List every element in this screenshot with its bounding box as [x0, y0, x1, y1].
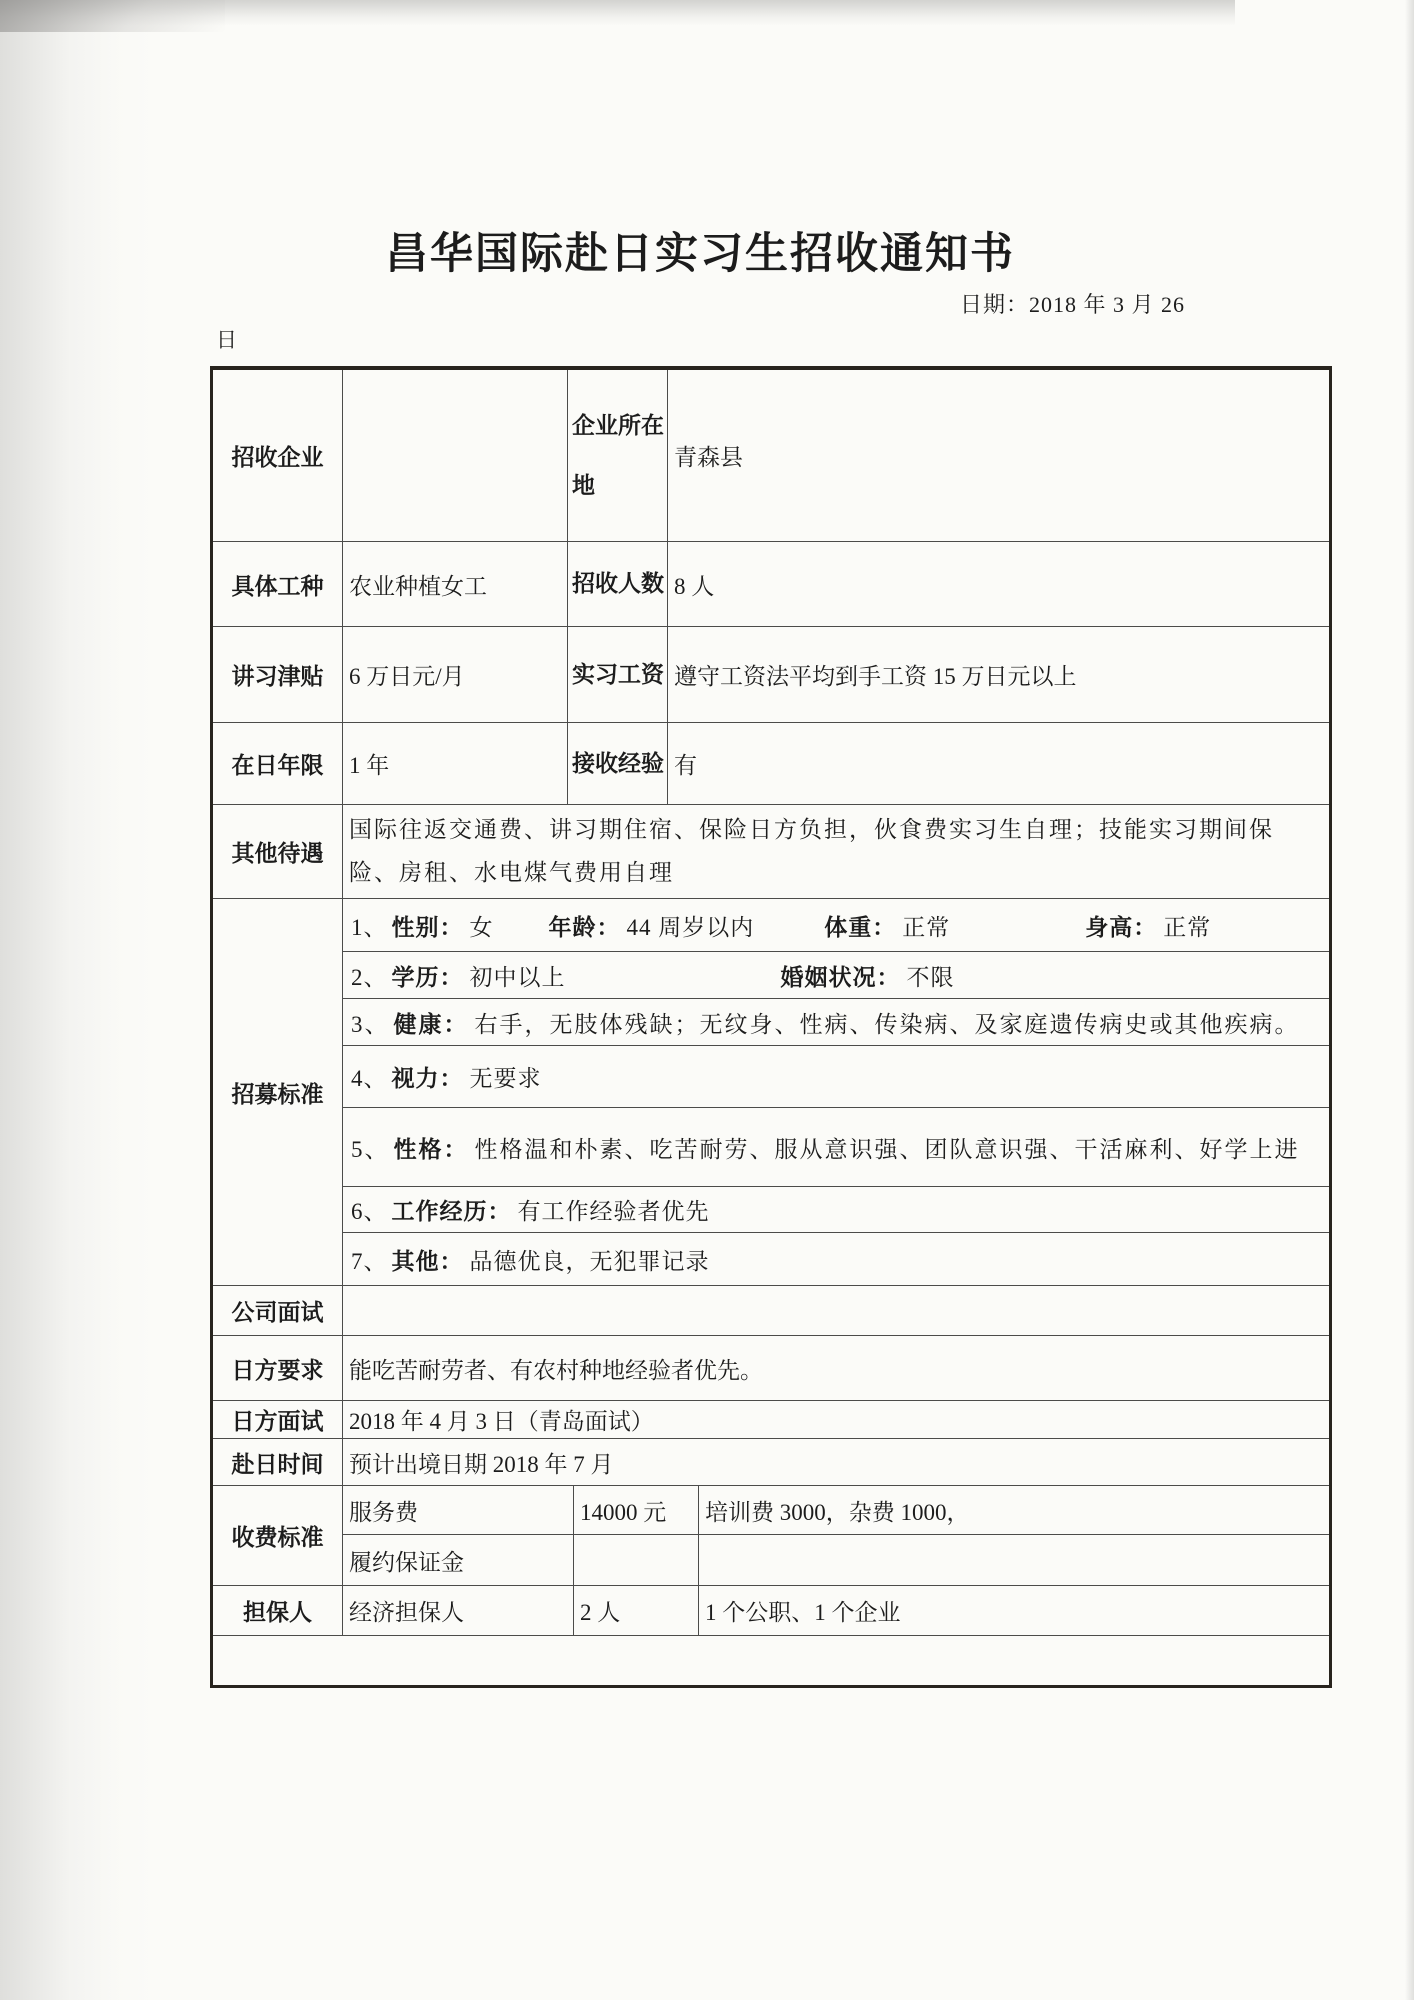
- criteria-number: 4、: [351, 1066, 388, 1091]
- page-title: 昌华国际赴日实习生招收通知书: [385, 231, 1015, 278]
- cell-guarantor-count: 2 人: [574, 1586, 699, 1635]
- cell-wage-value: 遵守工资法平均到手工资 15 万日元以上: [674, 664, 1077, 689]
- cell-guarantor-note: 1 个公职、1 个企业: [705, 1600, 901, 1625]
- criteria-item-personality: [343, 1108, 1329, 1187]
- table-row-empty: [213, 1636, 1329, 1685]
- criteria-key: 健康：: [393, 1011, 469, 1037]
- criteria-value: 正常: [1163, 914, 1212, 940]
- table-row-job: [213, 542, 1329, 627]
- criteria-value: 初中以上: [469, 964, 566, 990]
- criteria-item-education: [343, 952, 1329, 999]
- table-row-enterprise: [213, 370, 1329, 542]
- criteria-value: 女: [469, 914, 494, 940]
- criteria-key: 学历：: [391, 964, 464, 990]
- cell-experience-label: 接收经验: [568, 723, 668, 804]
- cell-departure-value: 预计出境日期 2018 年 7 月: [349, 1451, 614, 1477]
- criteria-number: 6、: [351, 1199, 388, 1224]
- cell-enterprise-location-label: 企业所在地: [568, 370, 668, 541]
- cell-guarantor-name: 经济担保人: [343, 1586, 574, 1635]
- criteria-key: 婚姻状况：: [780, 964, 901, 990]
- cell-fee-amount: 14000 元: [574, 1486, 699, 1534]
- cell-stay-value: 1 年: [343, 723, 568, 804]
- table-row-jp-requirement: [213, 1336, 1329, 1401]
- date-line-wrapped-char: 日: [216, 328, 237, 352]
- cell-fee-name: 服务费: [343, 1486, 574, 1534]
- criteria-number: 5、: [351, 1136, 390, 1162]
- criteria-value: 正常: [902, 914, 951, 940]
- criteria-key: 性格：: [393, 1136, 469, 1162]
- criteria-key: 视力：: [391, 1066, 464, 1091]
- cell-headcount-value: 8 人: [674, 573, 715, 599]
- cell-headcount-label: 招收人数: [568, 542, 668, 626]
- criteria-number: 3、: [351, 1011, 390, 1037]
- fee-row-deposit: [343, 1535, 1329, 1585]
- row-label-stay: 在日年限: [213, 723, 343, 804]
- scan-edge-top: [0, 0, 1235, 26]
- criteria-key: 工作经历：: [391, 1199, 512, 1224]
- table-section-criteria: [213, 899, 1329, 1286]
- criteria-item-gender: [343, 899, 1329, 952]
- row-label-guarantor: 担保人: [213, 1586, 343, 1635]
- cell-wage-label: 实习工资: [568, 627, 668, 722]
- table-row-company-interview: [213, 1286, 1329, 1336]
- table-row-jp-interview: [213, 1401, 1329, 1439]
- criteria-key: 体重：: [824, 914, 897, 940]
- criteria-value: 右手，无肢体残缺；无纹身、性病、传染病、及家庭遗传病史或其他疾病。: [474, 1011, 1300, 1037]
- criteria-value: 不限: [906, 964, 955, 990]
- row-label-allowance: 讲习津贴: [213, 627, 343, 722]
- table-row-departure: [213, 1439, 1329, 1486]
- row-label-job: 具体工种: [213, 542, 343, 626]
- criteria-key: 身高：: [1085, 914, 1158, 940]
- row-label-departure: 赴日时间: [213, 1439, 343, 1485]
- row-label-fees: 收费标准: [213, 1486, 343, 1585]
- criteria-item-health: [343, 999, 1329, 1046]
- table-section-fees: [213, 1486, 1329, 1586]
- fee-row-service: [343, 1486, 1329, 1535]
- criteria-key: 性别：: [391, 914, 464, 940]
- scan-edge-right: [1405, 0, 1414, 2000]
- table-row-guarantor: [213, 1586, 1329, 1636]
- criteria-value: 无要求: [469, 1066, 542, 1091]
- criteria-value: 品德优良，无犯罪记录: [469, 1248, 710, 1274]
- recruitment-table: [210, 366, 1332, 1688]
- criteria-key: 年龄：: [548, 914, 621, 940]
- cell-enterprise-value: [343, 370, 568, 541]
- cell-jp-requirement-value: 能吃苦耐劳者、有农村种地经验者优先。: [349, 1357, 763, 1383]
- criteria-key: 其他：: [391, 1248, 464, 1274]
- date-line: 日期：2018 年 3 月 26: [960, 292, 1186, 317]
- cell-jp-interview-value: 2018 年 4 月 3 日（青岛面试）: [349, 1409, 654, 1434]
- scan-edge-left: [0, 0, 155, 2000]
- cell-benefits-value: 国际往返交通费、讲习期住宿、保险日方负担，伙食费实习生自理；技能实习期间保险、房租、水电煤气费用自理: [349, 816, 1274, 885]
- criteria-item-other: [343, 1233, 1329, 1285]
- criteria-number: 7、: [351, 1248, 388, 1274]
- cell-job-value: 农业种植女工: [343, 542, 568, 626]
- criteria-number: 2、: [351, 964, 388, 990]
- row-label-jp-interview: 日方面试: [213, 1401, 343, 1438]
- criteria-item-vision: [343, 1046, 1329, 1108]
- cell-fee-note: [699, 1535, 1329, 1585]
- table-row-allowance: [213, 627, 1329, 723]
- cell-empty: [213, 1636, 1329, 1685]
- cell-company-interview-value: [343, 1286, 1329, 1335]
- row-label-enterprise: 招收企业: [213, 370, 343, 541]
- table-row-stay: [213, 723, 1329, 805]
- row-label-criteria: 招募标准: [213, 899, 343, 1285]
- cell-enterprise-location-value: 青森县: [674, 445, 743, 470]
- table-row-benefits: [213, 805, 1329, 899]
- scan-corner-top-left: [0, 0, 225, 32]
- criteria-value: 性格温和朴素、吃苦耐劳、服从意识强、团队意识强、干活麻利、好学上进: [474, 1136, 1300, 1162]
- criteria-item-work-history: [343, 1187, 1329, 1233]
- cell-allowance-value: 6 万日元/月: [343, 627, 568, 722]
- row-label-company-interview: 公司面试: [213, 1286, 343, 1335]
- row-label-jp-requirement: 日方要求: [213, 1336, 343, 1400]
- cell-fee-name: 履约保证金: [343, 1535, 574, 1585]
- cell-fee-note: 培训费 3000，杂费 1000，: [705, 1499, 970, 1525]
- row-label-benefits: 其他待遇: [213, 805, 343, 898]
- criteria-number: 1、: [351, 914, 388, 940]
- cell-experience-value: 有: [674, 753, 697, 778]
- criteria-value: 44 周岁以内: [626, 914, 755, 940]
- cell-fee-amount: [574, 1535, 699, 1585]
- criteria-value: 有工作经验者优先: [517, 1199, 710, 1224]
